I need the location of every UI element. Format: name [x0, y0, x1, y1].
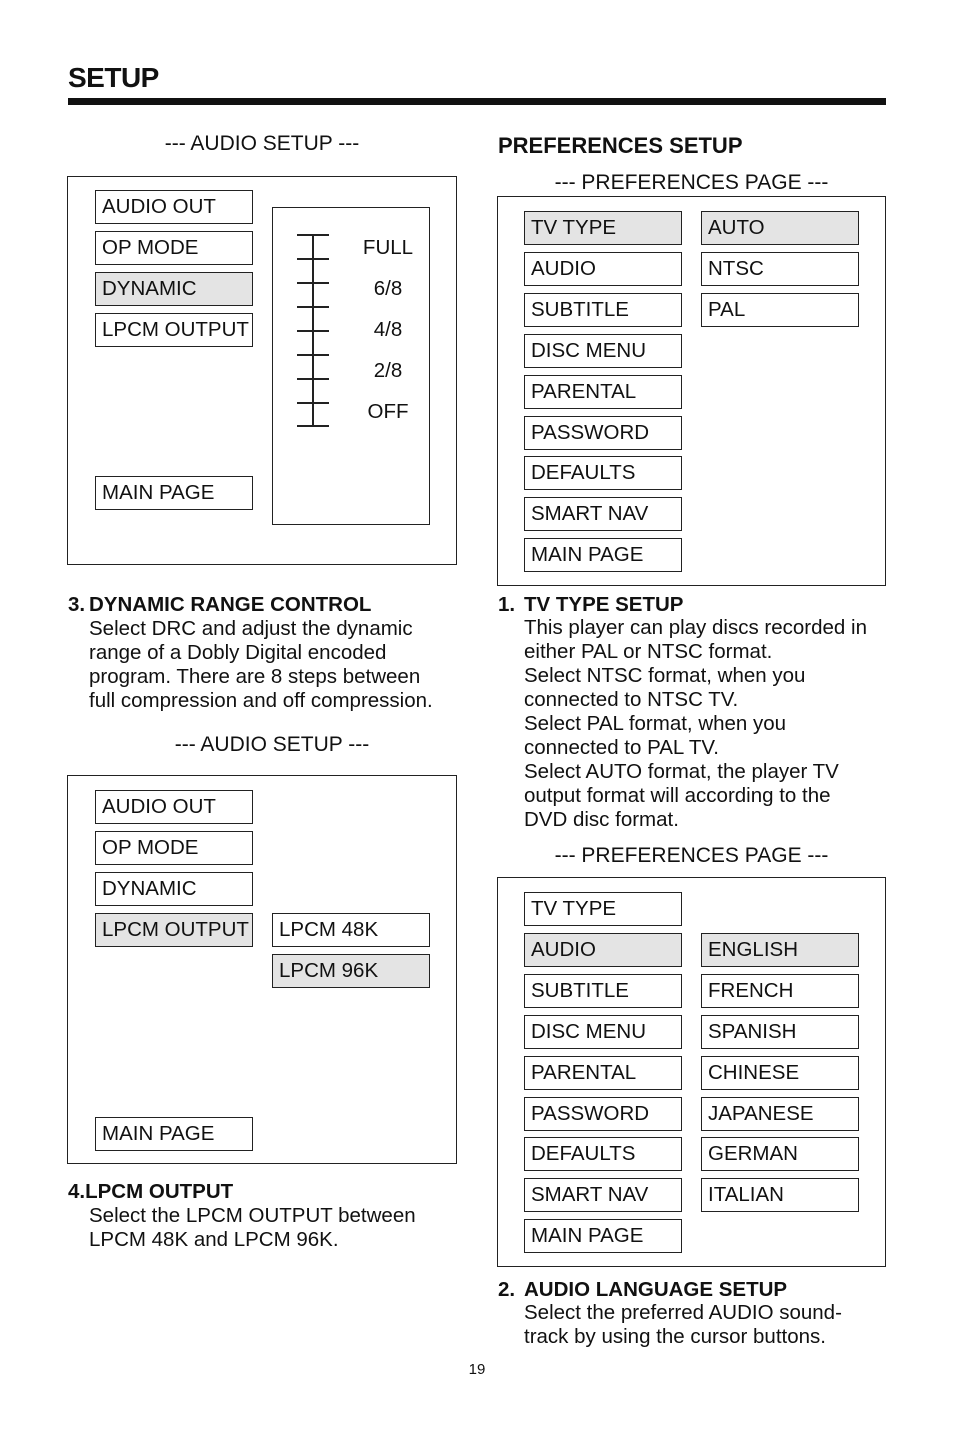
option-lpcm-96k[interactable]: LPCM 96K	[272, 954, 430, 988]
text-line: This player can play discs recorded in	[524, 616, 867, 639]
text-line: connected to PAL TV.	[524, 736, 719, 759]
menu-item-main-page[interactable]: MAIN PAGE	[524, 1219, 682, 1253]
page-number: 19	[468, 1361, 486, 1378]
option-ntsc[interactable]: NTSC	[701, 252, 859, 286]
drc-tick	[297, 258, 329, 260]
drc-tick	[297, 282, 329, 284]
section-3-heading: DYNAMIC RANGE CONTROL	[89, 593, 372, 616]
title-rule	[68, 98, 886, 105]
menu-item-op-mode[interactable]: OP MODE	[95, 231, 253, 265]
option-pal[interactable]: PAL	[701, 293, 859, 327]
drc-tick	[297, 425, 329, 427]
section-2-number: 2.	[498, 1278, 516, 1301]
section-4-body	[89, 1204, 469, 1252]
menu-item-op-mode[interactable]: OP MODE	[95, 831, 253, 865]
menu-item-parental[interactable]: PARENTAL	[524, 1056, 682, 1090]
drc-tick	[297, 330, 329, 332]
section-3-number: 3.	[68, 593, 86, 616]
section-1-heading: TV TYPE SETUP	[524, 593, 684, 616]
preferences-page-caption-2: --- PREFERENCES PAGE ---	[554, 844, 829, 867]
menu-item-smart-nav[interactable]: SMART NAV	[524, 497, 682, 531]
drc-tick	[297, 234, 329, 236]
text-line: Select AUTO format, the player TV	[524, 760, 839, 783]
menu-item-tv-type[interactable]: TV TYPE	[524, 211, 682, 245]
audio-setup-caption: --- AUDIO SETUP ---	[164, 132, 360, 155]
menu-item-audio-out[interactable]: AUDIO OUT	[95, 790, 253, 824]
preferences-page-caption: --- PREFERENCES PAGE ---	[554, 171, 829, 194]
menu-item-audio[interactable]: AUDIO	[524, 933, 682, 967]
menu-item-disc-menu[interactable]: DISC MENU	[524, 1015, 682, 1049]
menu-item-password[interactable]: PASSWORD	[524, 1097, 682, 1131]
drc-level-panel	[272, 207, 430, 525]
audio-setup-drc-menu	[67, 176, 457, 565]
section-2-heading: AUDIO LANGUAGE SETUP	[524, 1278, 788, 1301]
menu-item-main-page[interactable]: MAIN PAGE	[524, 538, 682, 572]
audio-setup-lpcm-menu	[67, 775, 457, 1164]
text-line: Select PAL format, when you	[524, 712, 787, 735]
option-chinese[interactable]: CHINESE	[701, 1056, 859, 1090]
menu-item-main-page[interactable]: MAIN PAGE	[95, 476, 253, 510]
menu-item-defaults[interactable]: DEFAULTS	[524, 456, 682, 490]
menu-item-lpcm-output[interactable]: LPCM OUTPUT	[95, 313, 253, 347]
text-line: program. There are 8 steps between	[89, 665, 421, 688]
audio-setup-caption-2: --- AUDIO SETUP ---	[174, 733, 370, 756]
drc-level-full[interactable]: FULL	[362, 236, 414, 259]
option-french[interactable]: FRENCH	[701, 974, 859, 1008]
text-line: DVD disc format.	[524, 808, 679, 831]
option-german[interactable]: GERMAN	[701, 1137, 859, 1171]
menu-item-defaults[interactable]: DEFAULTS	[524, 1137, 682, 1171]
drc-level-4-8[interactable]: 4/8	[373, 318, 403, 341]
option-lpcm-48k[interactable]: LPCM 48K	[272, 913, 430, 947]
text-line: Select DRC and adjust the dynamic	[89, 617, 413, 640]
menu-item-smart-nav[interactable]: SMART NAV	[524, 1178, 682, 1212]
drc-tick	[297, 402, 329, 404]
text-line: Select the LPCM OUTPUT between	[89, 1204, 416, 1227]
text-line: output format will according to the	[524, 784, 831, 807]
menu-item-tv-type[interactable]: TV TYPE	[524, 892, 682, 926]
menu-item-lpcm-output[interactable]: LPCM OUTPUT	[95, 913, 253, 947]
text-line: range of a Dobly Digital encoded	[89, 641, 387, 664]
section-2-body	[524, 1301, 904, 1349]
text-line: track by using the cursor buttons.	[524, 1325, 826, 1348]
text-line: connected to NTSC TV.	[524, 688, 739, 711]
option-spanish[interactable]: SPANISH	[701, 1015, 859, 1049]
menu-item-main-page[interactable]: MAIN PAGE	[95, 1117, 253, 1151]
menu-item-dynamic[interactable]: DYNAMIC	[95, 872, 253, 906]
section-1-number: 1.	[498, 593, 516, 616]
menu-item-audio[interactable]: AUDIO	[524, 252, 682, 286]
section-3-body	[89, 617, 469, 713]
section-1-body	[524, 616, 904, 832]
menu-item-subtitle[interactable]: SUBTITLE	[524, 974, 682, 1008]
page-title: SETUP	[68, 62, 159, 93]
menu-item-disc-menu[interactable]: DISC MENU	[524, 334, 682, 368]
menu-item-parental[interactable]: PARENTAL	[524, 375, 682, 409]
menu-item-password[interactable]: PASSWORD	[524, 416, 682, 450]
preferences-tv-type-menu	[497, 196, 886, 586]
text-line: full compression and off compression.	[89, 689, 433, 712]
drc-tick	[297, 378, 329, 380]
drc-tick	[297, 306, 329, 308]
menu-item-audio-out[interactable]: AUDIO OUT	[95, 190, 253, 224]
menu-item-dynamic[interactable]: DYNAMIC	[95, 272, 253, 306]
text-line: LPCM 48K and LPCM 96K.	[89, 1228, 339, 1251]
drc-level-6-8[interactable]: 6/8	[373, 277, 403, 300]
drc-level-off[interactable]: OFF	[367, 400, 409, 423]
text-line: Select the preferred AUDIO sound-	[524, 1301, 842, 1324]
drc-tick	[297, 354, 329, 356]
option-italian[interactable]: ITALIAN	[701, 1178, 859, 1212]
text-line: Select NTSC format, when you	[524, 664, 806, 687]
option-japanese[interactable]: JAPANESE	[701, 1097, 859, 1131]
text-line: either PAL or NTSC format.	[524, 640, 773, 663]
preferences-setup-heading: PREFERENCES SETUP	[498, 133, 743, 158]
drc-level-2-8[interactable]: 2/8	[373, 359, 403, 382]
preferences-audio-menu	[497, 877, 886, 1267]
section-4-heading: 4.LPCM OUTPUT	[68, 1180, 234, 1203]
option-english[interactable]: ENGLISH	[701, 933, 859, 967]
menu-item-subtitle[interactable]: SUBTITLE	[524, 293, 682, 327]
option-auto[interactable]: AUTO	[701, 211, 859, 245]
